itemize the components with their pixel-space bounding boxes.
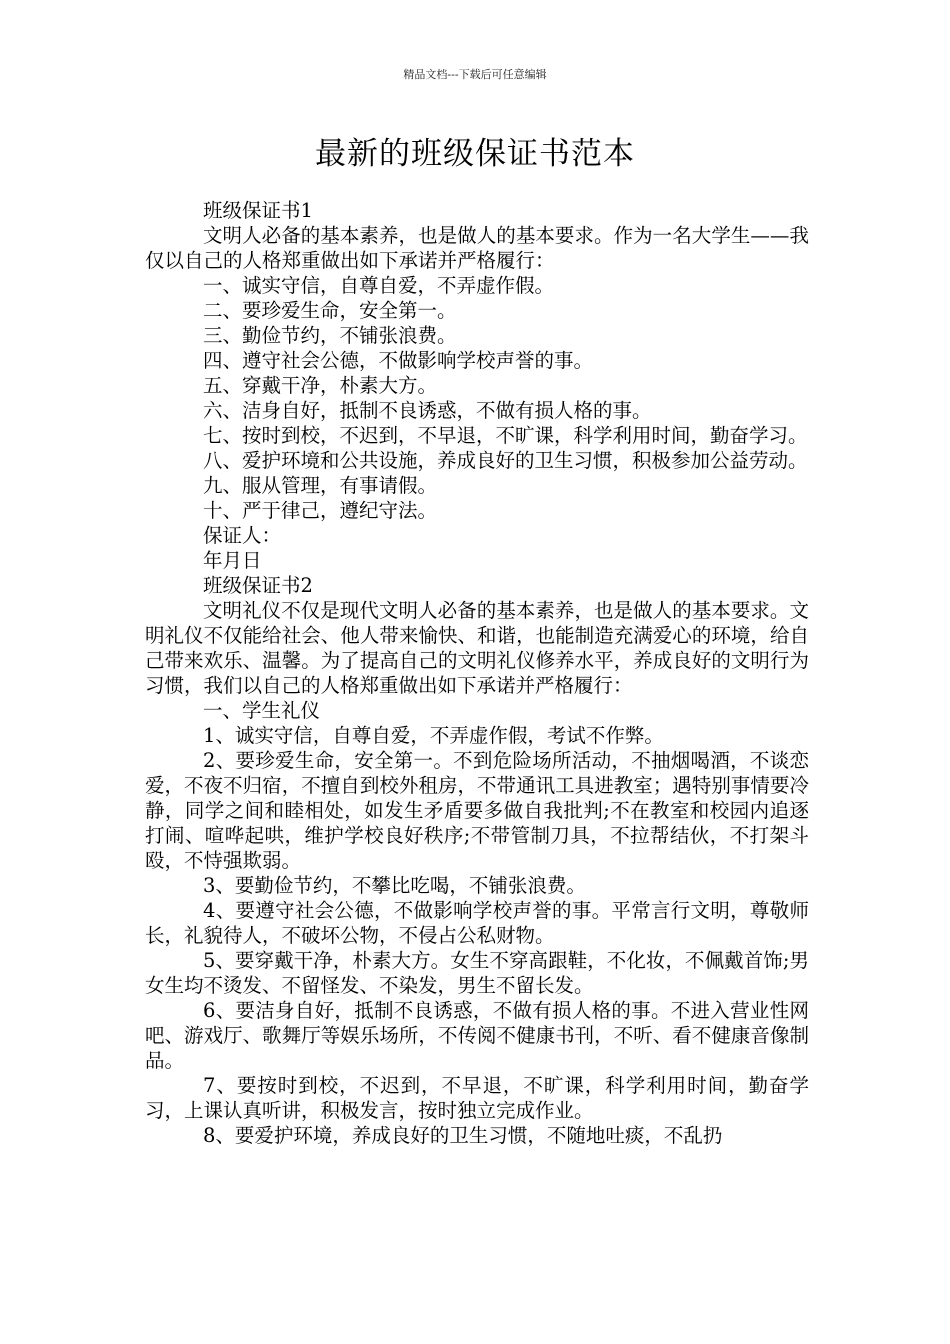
paragraph: 一、诚实守信，自尊自爱，不弄虚作假。 [203, 274, 555, 297]
paragraph: 年月日 [203, 549, 262, 572]
paragraph: 3、要勤俭节约，不攀比吃喝，不铺张浪费。 [203, 874, 586, 897]
paragraph: 七、按时到校，不迟到，不早退，不旷课，科学利用时间，勤奋学习。 [203, 424, 808, 447]
paragraph: 保证人： [203, 524, 282, 547]
paragraph: 二、要珍爱生命，安全第一。 [203, 299, 457, 322]
paragraph: 六、洁身自好，抵制不良诱惑，不做有损人格的事。 [203, 399, 652, 422]
paragraph: 一、学生礼仪 [203, 699, 321, 722]
paragraph: 八、爱护环境和公共设施，养成良好的卫生习惯，积极参加公益劳动。 [203, 449, 808, 472]
paragraph: 三、勤俭节约，不铺张浪费。 [203, 324, 457, 347]
page-header: 精品文档---下载后可任意编辑 [403, 68, 547, 81]
paragraph: 5、要穿戴干净，朴素大方。女生不穿高跟鞋，不化妆，不佩戴首饰;男女生均不烫发、不留怪发、不染发，男生不留长发。 [145, 949, 809, 997]
paragraph: 班级保证书1 [203, 199, 313, 222]
paragraph: 6、要洁身自好，抵制不良诱惑，不做有损人格的事。不进入营业性网吧、游戏厅、歌舞厅等娱乐场所，不传阅不健康书刊，不听、看不健康音像制品。 [145, 999, 809, 1072]
paragraph: 4、要遵守社会公德，不做影响学校声誉的事。平常言行文明，尊敬师长，礼貌待人，不破坏公物，不侵占公私财物。 [145, 899, 809, 947]
paragraph: 文明人必备的基本素养，也是做人的基本要求。作为一名大学生——我仅以自己的人格郑重做出如下承诺并严格履行： [145, 224, 809, 272]
paragraph: 五、穿戴干净，朴素大方。 [203, 374, 438, 397]
document-title: 最新的班级保证书范本 [315, 136, 635, 172]
paragraph: 文明礼仪不仅是现代文明人必备的基本素养，也是做人的基本要求。文明礼仪不仅能给社会、他人带来愉快、和谐，也能制造充满爱心的环境，给自己带来欢乐、温馨。为了提高自己的文明礼仪修养水平，养成良好的文明行为习惯，我们以自己的人格郑重做出如下承诺并严格履行： [145, 599, 809, 697]
paragraph: 班级保证书2 [203, 574, 313, 597]
paragraph: 四、遵守社会公德，不做影响学校声誉的事。 [203, 349, 594, 372]
paragraph: 十、严于律己，遵纪守法。 [203, 499, 438, 522]
paragraph: 8、要爱护环境，养成良好的卫生习惯，不随地吐痰，不乱扔 [203, 1124, 723, 1147]
paragraph: 九、服从管理，有事请假。 [203, 474, 438, 497]
paragraph: 7、要按时到校，不迟到，不早退，不旷课，科学利用时间，勤奋学习，上课认真听讲，积极发言，按时独立完成作业。 [145, 1074, 809, 1122]
paragraph: 2、要珍爱生命，安全第一。不到危险场所活动，不抽烟喝酒，不谈恋爱，不夜不归宿，不擅自到校外租房，不带通讯工具进教室；遇特别事情要冷静，同学之间和睦相处，如发生矛盾要多做自我批判;不在教室和校园内追逐打闹、喧哗起哄，维护学校良好秩序;不带管制刀具，不拉帮结伙，不打架斗殴，不恃强欺弱。 [145, 749, 809, 872]
paragraph: 1、诚实守信，自尊自爱，不弄虚作假，考试不作弊。 [203, 724, 664, 747]
document-body [145, 198, 809, 1148]
